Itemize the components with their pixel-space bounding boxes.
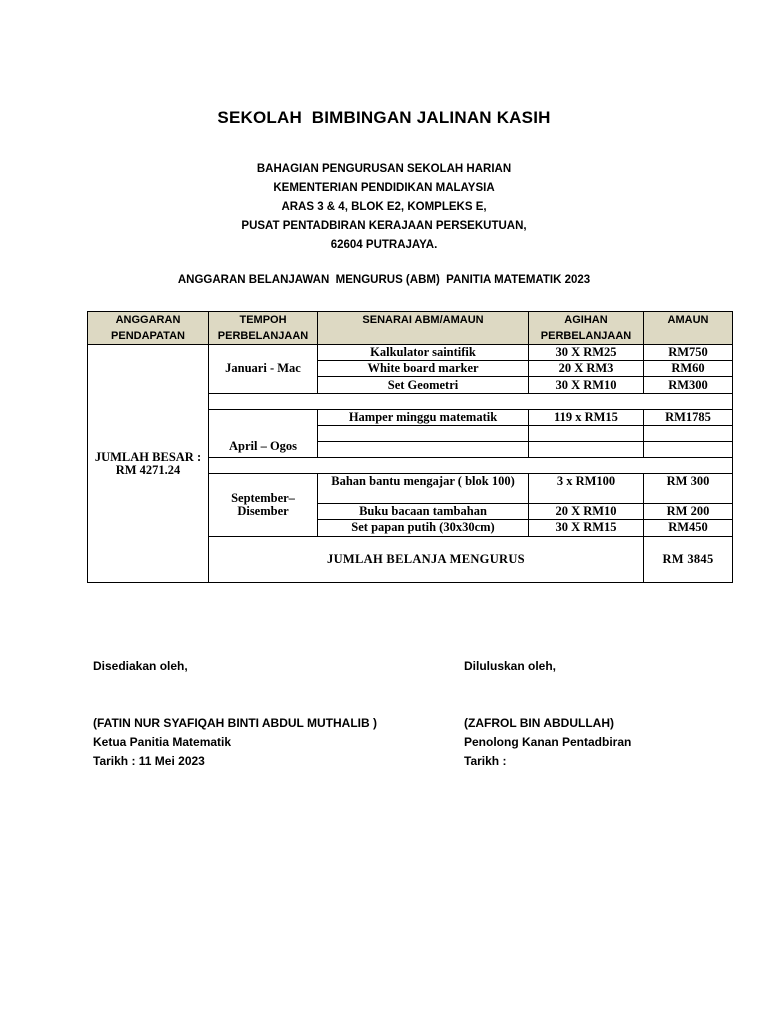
agihan-cell: 20 X RM3 (529, 361, 644, 377)
amaun-cell: RM 300 (644, 474, 733, 504)
item-cell: Set papan putih (30x30cm) (318, 520, 529, 536)
header-tempoh-perbelanjaan: TEMPOH PERBELANJAAN (209, 312, 318, 345)
table-row (88, 345, 733, 361)
agihan-cell: 30 X RM10 (529, 377, 644, 393)
item-cell: White board marker (318, 361, 529, 377)
prepared-role: Ketua Panitia Matematik (93, 735, 232, 749)
spacer-cell (209, 458, 733, 474)
amaun-cell (644, 441, 733, 457)
approved-label: Diluluskan oleh, (464, 659, 557, 673)
table-header-row (88, 312, 733, 345)
amaun-cell: RM300 (644, 377, 733, 393)
item-cell: Bahan bantu mengajar ( blok 100) (318, 474, 529, 504)
amaun-cell: RM60 (644, 361, 733, 377)
address-line: KEMENTERIAN PENDIDIKAN MALAYSIA (273, 182, 495, 194)
approved-by-block (464, 657, 631, 771)
header-amaun: AMAUN (644, 312, 733, 345)
approved-role: Penolong Kanan Pentadbiran (464, 735, 632, 749)
item-cell: Set Geometri (318, 377, 529, 393)
header-senarai-abm: SENARAI ABM/AMAUN (318, 312, 529, 345)
spacer-cell (209, 393, 733, 409)
amaun-cell: RM1785 (644, 409, 733, 425)
item-cell: Buku bacaan tambahan (318, 504, 529, 520)
address-line: ARAS 3 & 4, BLOK E2, KOMPLEKS E, (281, 201, 487, 213)
school-title: SEKOLAH BIMBINGAN JALINAN KASIH (217, 108, 551, 127)
prepared-by-block (93, 657, 377, 771)
agihan-cell (529, 441, 644, 457)
budget-table (87, 311, 733, 583)
header-agihan-perbelanjaan: AGIHAN PERBELANJAAN (529, 312, 644, 345)
address-block (0, 160, 768, 255)
amaun-cell: RM750 (644, 345, 733, 361)
amaun-cell (644, 425, 733, 441)
income-total: JUMLAH BESAR : RM 4271.24 (88, 345, 209, 583)
agihan-cell: 30 X RM25 (529, 345, 644, 361)
agihan-cell: 20 X RM10 (529, 504, 644, 520)
item-cell: Kalkulator saintifik (318, 345, 529, 361)
address-line: PUSAT PENTADBIRAN KERAJAAN PERSEKUTUAN, (241, 220, 527, 232)
period-september-disember: September– Disember (209, 474, 318, 536)
amaun-cell: RM 200 (644, 504, 733, 520)
total-label: JUMLAH BELANJA MENGURUS (209, 536, 644, 582)
item-cell (318, 441, 529, 457)
address-line: 62604 PUTRAJAYA. (330, 239, 438, 251)
agihan-cell: 30 X RM15 (529, 520, 644, 536)
document-subtitle: ANGGARAN BELANJAWAN MENGURUS (ABM) PANITIA MATEMATIK 2023 (177, 274, 591, 286)
item-cell: Hamper minggu matematik (318, 409, 529, 425)
agihan-cell: 3 x RM100 (529, 474, 644, 504)
header-anggaran-pendapatan: ANGGARAN PENDAPATAN (88, 312, 209, 345)
prepared-label: Disediakan oleh, (93, 659, 188, 673)
agihan-cell: 119 x RM15 (529, 409, 644, 425)
agihan-cell (529, 425, 644, 441)
prepared-name: (FATIN NUR SYAFIQAH BINTI ABDUL MUTHALIB ) (93, 716, 377, 730)
approved-date: Tarikh : (464, 754, 507, 768)
period-jan-mac: Januari - Mac (209, 345, 318, 393)
prepared-date: Tarikh : 11 Mei 2023 (93, 754, 205, 768)
amaun-cell: RM450 (644, 520, 733, 536)
period-april-ogos: April – Ogos (209, 409, 318, 457)
approved-name: (ZAFROL BIN ABDULLAH) (464, 716, 614, 730)
total-amount: RM 3845 (644, 536, 733, 582)
address-line: BAHAGIAN PENGURUSAN SEKOLAH HARIAN (256, 163, 512, 175)
item-cell (318, 425, 529, 441)
